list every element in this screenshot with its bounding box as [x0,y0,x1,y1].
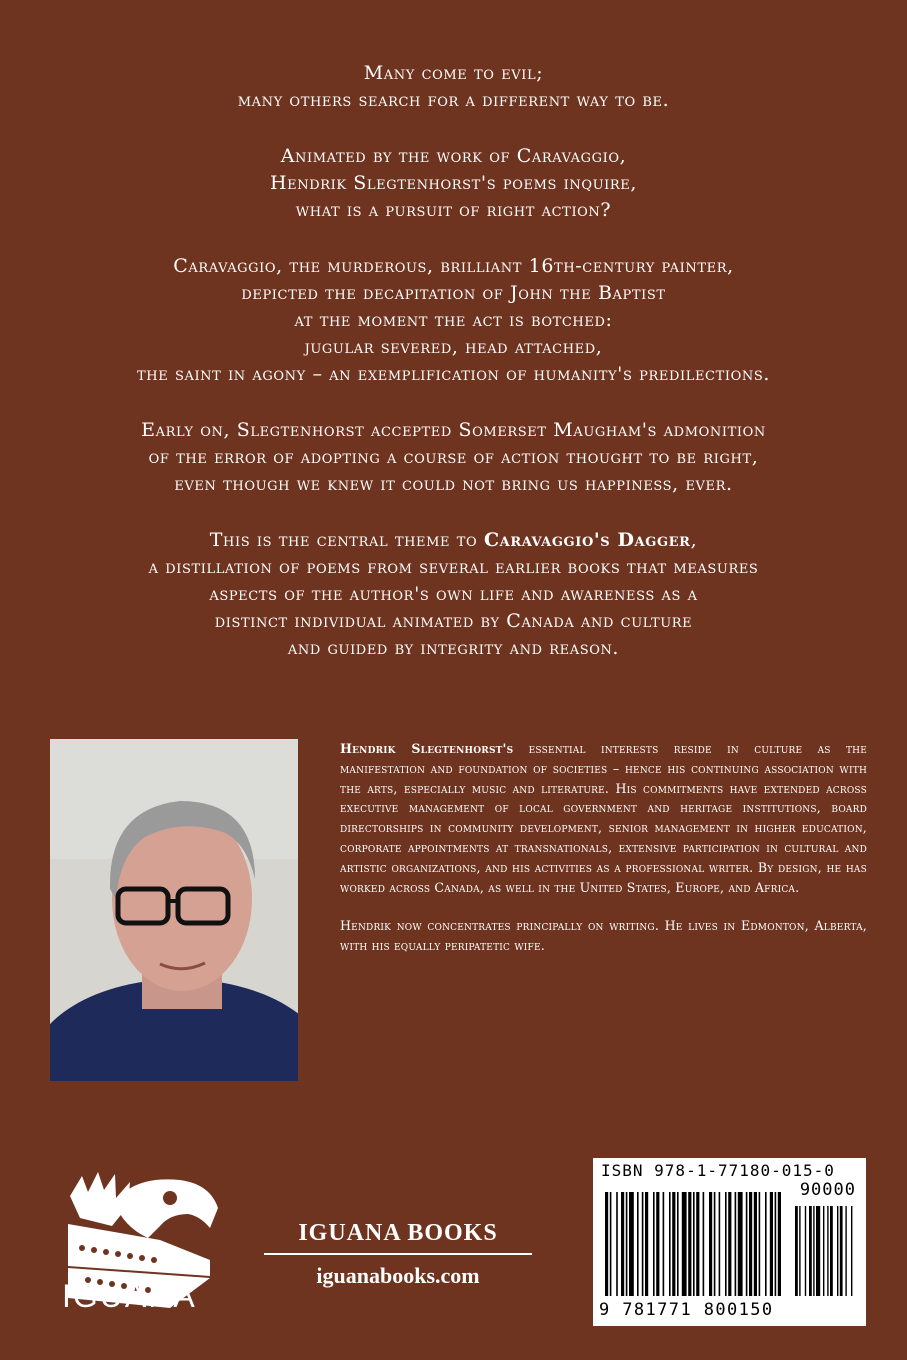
blurb-line: Animated by the work of Caravaggio, [280,145,627,167]
barcode-bar [830,1206,833,1296]
barcode-bar [645,1192,648,1296]
barcode-bar [754,1192,757,1296]
barcode-bar [621,1192,624,1296]
ean-digits: 9 781771 800150 [599,1300,774,1320]
author-name: Hendrik Slegtenhorst's [340,741,514,756]
barcode-bar [749,1192,752,1296]
publisher-name: IGUANA BOOKS [264,1220,532,1255]
author-photo [50,739,298,1081]
barcode-bar [696,1192,699,1296]
blurb-paragraph-1 [30,60,877,114]
author-bio [340,739,867,975]
barcode-bar [795,1206,798,1296]
barcode-bar [709,1192,712,1296]
blurb-line: distinct individual animated by Canada and culture [214,610,693,632]
barcode-bar [778,1192,781,1296]
price-code: 90000 [799,1180,856,1200]
barcode-bar [837,1206,838,1296]
blurb-line: Hendrik Slegtenhorst's poems inquire, [269,172,638,194]
blurb-line: depicted the decapitation of John the Baptist [241,282,666,304]
blurb-line: many others search for a different way to be. [237,89,670,111]
blurb-paragraph-2 [30,143,877,224]
barcode-bar [693,1192,695,1296]
barcode-bar [775,1192,777,1296]
barcode-bar [840,1206,843,1296]
barcode-bar [770,1192,773,1296]
bio-paragraph-1 [340,739,867,897]
back-cover-blurb [30,60,877,691]
barcode-bar [714,1192,716,1296]
barcode-bar [677,1192,679,1296]
barcode-bar [813,1206,814,1296]
barcode-bar [823,1206,824,1296]
blurb-line: and guided by integrity and reason. [287,637,620,659]
blurb-line: the saint in agony – an exemplification of humanity's predilections. [137,363,770,385]
barcode-bar [805,1206,806,1296]
barcode-bar [663,1192,665,1296]
blurb-line: of the error of adopting a course of action thought to be right, [148,446,759,468]
barcode-bar [845,1206,846,1296]
blurb-line [30,527,877,554]
bio-text: essential interests reside in culture as the manifestation and foundation of societies – hence his continuing association with the arts, especially music and literature. His commitments have extended across executive management of local government and heritage institutions, board directorships in community development, senior management in higher education, corporate appointments at transnationals, extensive participation in cultural and artistic organizations, and his activities as a professional writer. By design, he has worked across Canada, as well in the United States, Europe, and Africa. [340,741,867,895]
blurb-text: , [690,529,698,551]
barcode-bar [610,1192,612,1296]
blurb-line: a distillation of poems from several earlier books that measures [148,556,759,578]
barcode-bar [672,1192,675,1296]
blurb-line: Many come to evil; [363,62,544,84]
barcode-bar [656,1192,659,1296]
barcode-bar [759,1192,761,1296]
barcode-bar [765,1192,767,1296]
isbn-barcode [593,1158,866,1326]
barcode-bar [816,1206,820,1296]
barcode-bar [799,1206,800,1296]
blurb-paragraph-4 [30,417,877,498]
isbn-text: ISBN 978-1-77180-015-0 [601,1161,835,1180]
blurb-line: aspects of the author's own life and awareness as a [209,583,698,605]
barcode-bar [735,1192,737,1296]
barcode-bar [669,1192,671,1296]
barcode-bar [642,1192,644,1296]
book-title: Caravaggio's Dagger [483,529,691,551]
barcode-bar [703,1192,705,1296]
blurb-line: Caravaggio, the murderous, brilliant 16th-century painter, [173,255,734,277]
blurb-text: This is the central theme to [209,529,484,551]
bio-paragraph-2: Hendrik now concentrates principally on writing. He lives in Edmonton, Alberta, with his equally peripatetic wife. [340,918,867,954]
blurb-line: even though we knew it could not bring us happiness, ever. [174,473,733,495]
barcode-bar [605,1192,608,1296]
logo-wordmark: IGUANA [62,1278,197,1314]
barcode-bar [637,1192,639,1296]
barcode-bar [809,1206,812,1296]
barcode-bar [851,1206,852,1296]
barcode-bar [682,1192,687,1296]
barcode-bar [616,1192,618,1296]
barcode-bar [827,1206,828,1296]
barcode-bar [653,1192,655,1296]
blurb-paragraph-5 [30,527,877,662]
barcode-bar [725,1192,727,1296]
blurb-line: what is a pursuit of right action? [295,199,612,221]
publisher-url: iguanabooks.com [316,1263,480,1288]
barcode-bar [738,1192,743,1296]
blurb-line: at the moment the act is botched: [294,309,613,331]
blurb-paragraph-3 [30,253,877,388]
barcode-bar [626,1192,628,1296]
barcode-bar [746,1192,748,1296]
barcode-bars [605,1184,855,1302]
barcode-bar [688,1192,691,1296]
publisher-imprint [264,1220,532,1289]
blurb-line: jugular severed, head attached, [304,336,603,358]
blurb-line: Early on, Slegtenhorst accepted Somerset Maugham's admonition [141,419,766,441]
barcode-bar [728,1192,731,1296]
barcode-bar [719,1192,721,1296]
barcode-bar [629,1192,634,1296]
